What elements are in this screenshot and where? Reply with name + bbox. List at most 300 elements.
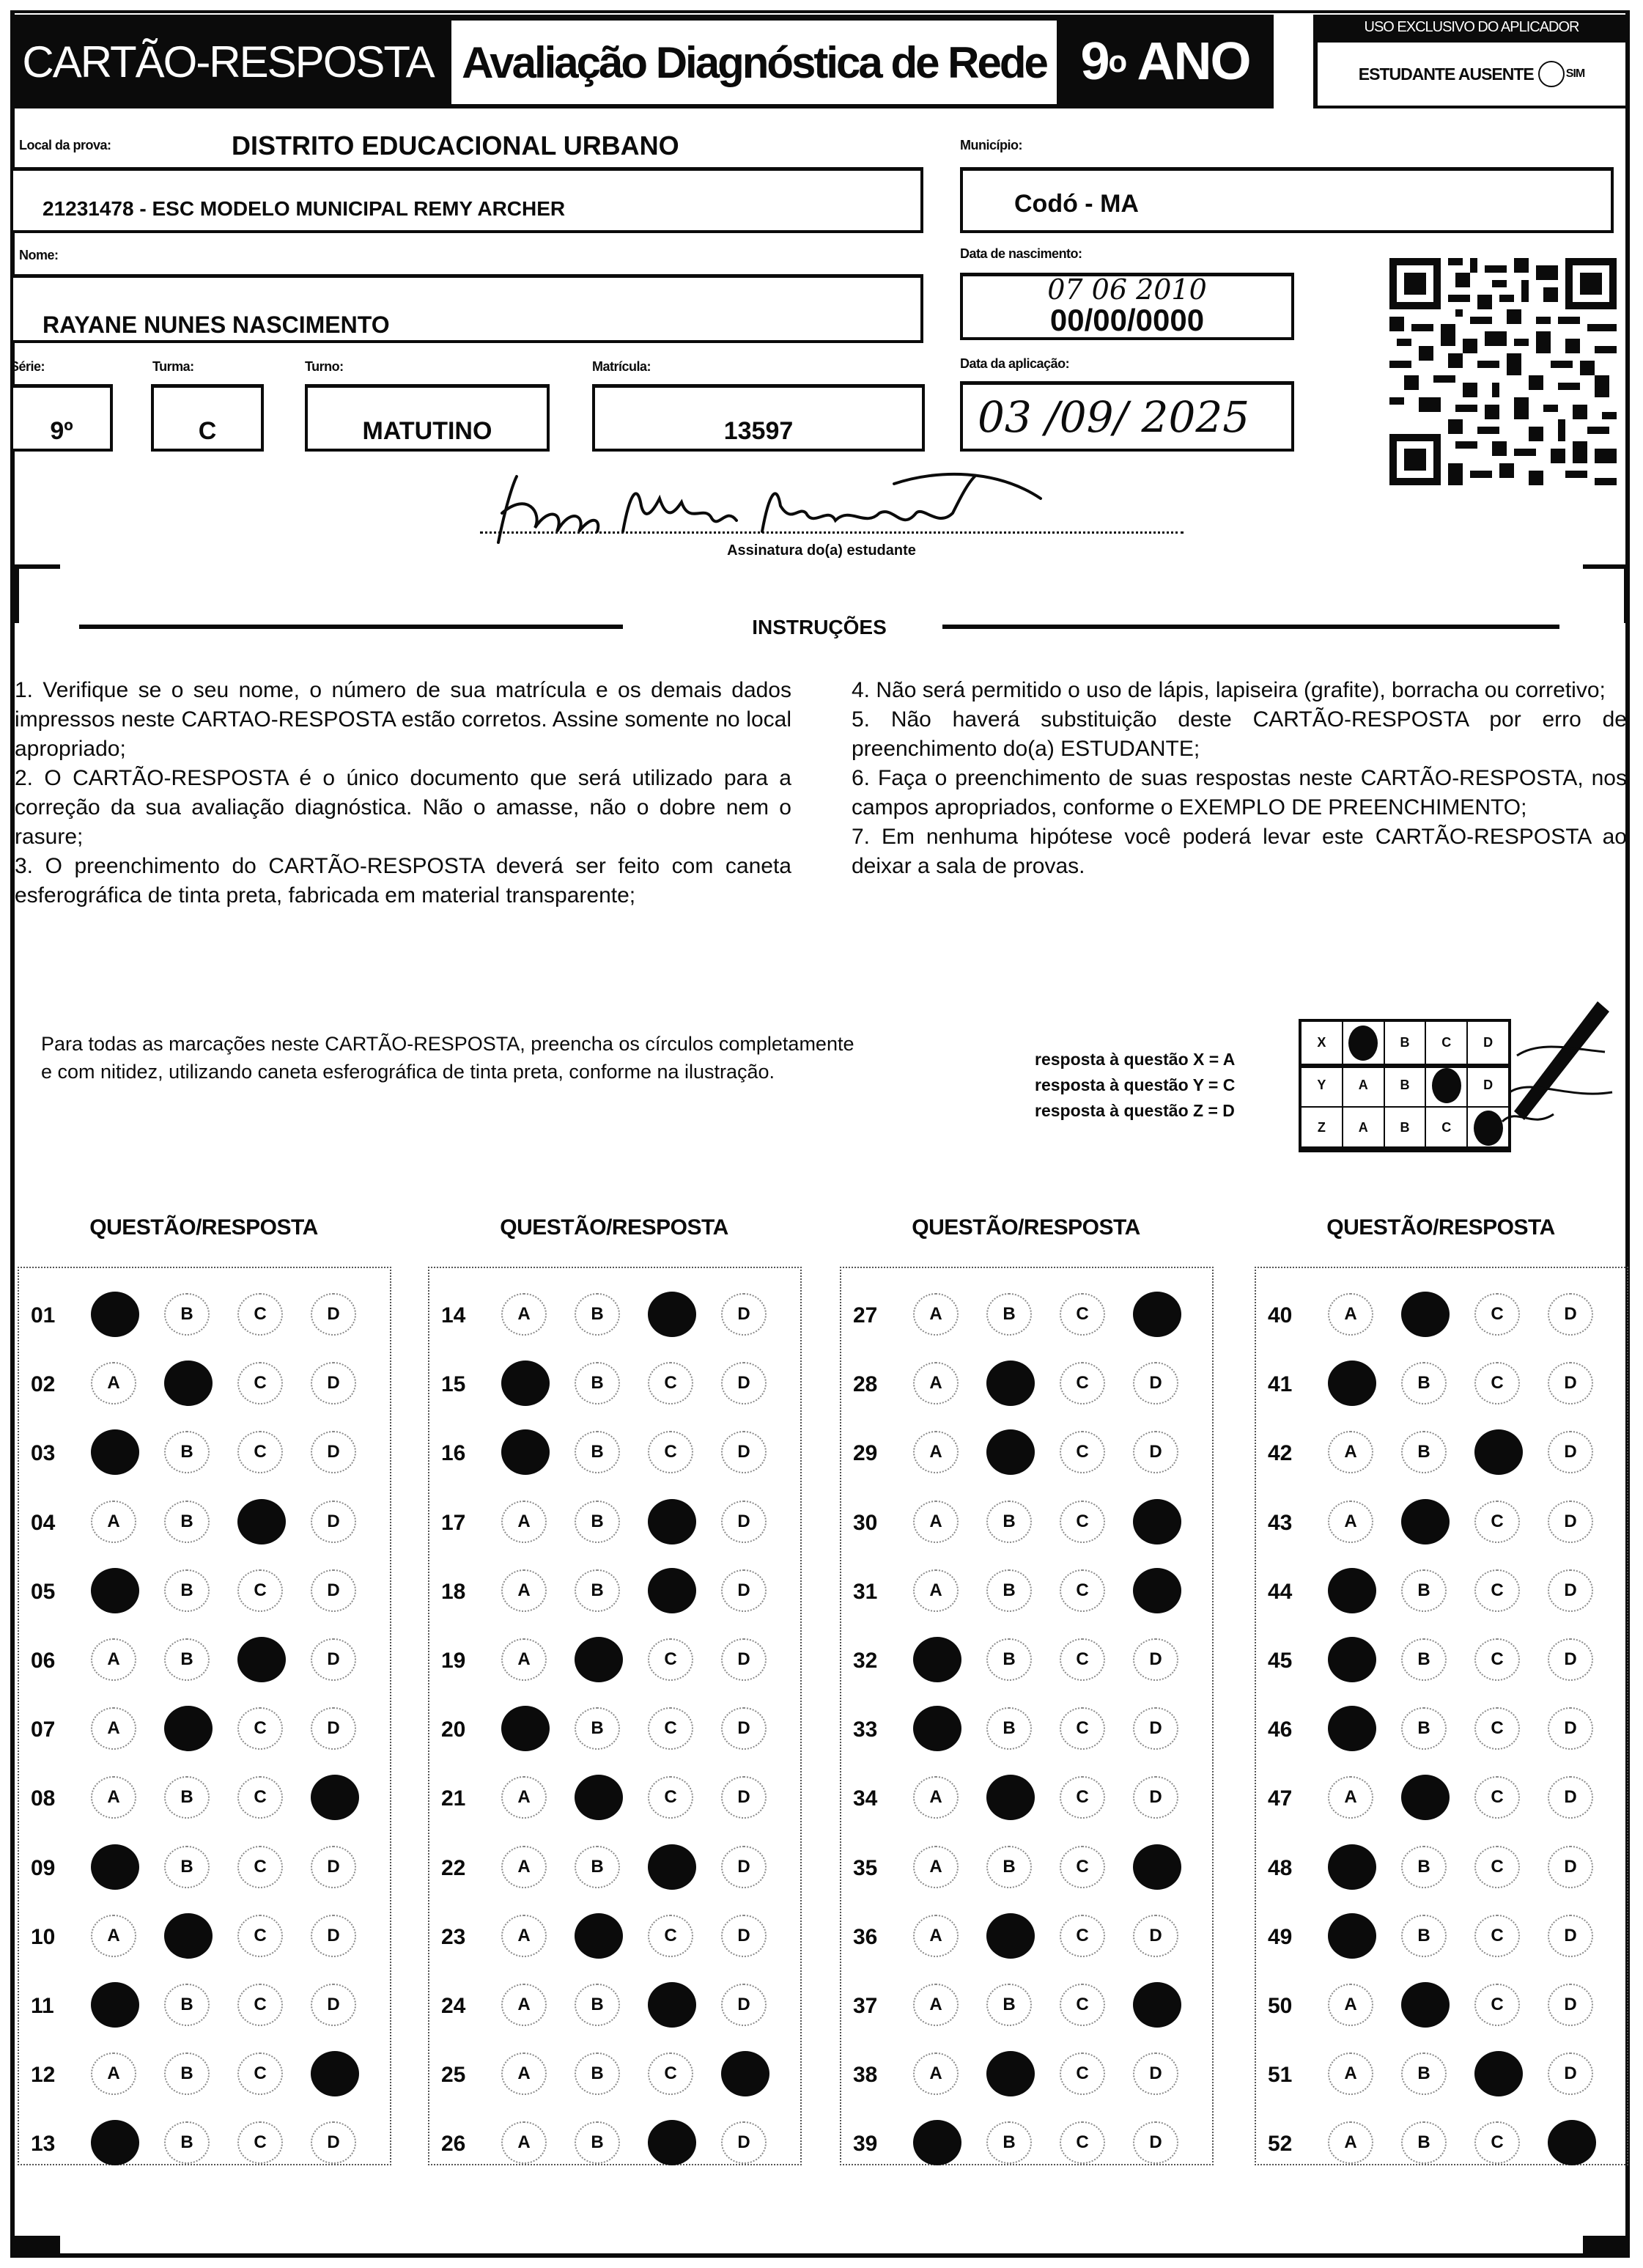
answer-bubble[interactable]: D <box>311 1431 356 1473</box>
answer-bubble[interactable]: B <box>164 1846 210 1888</box>
question-row <box>1256 1912 1627 1963</box>
answer-bubble[interactable]: A <box>913 2052 959 2095</box>
answer-bubble[interactable]: A <box>91 1501 136 1543</box>
answer-bubble[interactable]: B <box>986 1569 1032 1612</box>
answer-bubble[interactable]: B <box>1401 2052 1447 2095</box>
answer-bubble[interactable]: B <box>986 1846 1032 1888</box>
answer-bubble[interactable]: C <box>1060 2121 1105 2164</box>
answer-bubble[interactable]: C <box>1060 1776 1105 1819</box>
answer-bubble-filled[interactable] <box>1328 1844 1376 1890</box>
question-row <box>429 1428 800 1479</box>
answer-bubble[interactable]: D <box>1133 2052 1178 2095</box>
answer-bubble[interactable]: A <box>91 1776 136 1819</box>
example-grid <box>1299 1019 1511 1152</box>
answer-bubble[interactable]: D <box>311 1362 356 1404</box>
example-line: resposta à questão Z = D <box>1035 1101 1235 1120</box>
question-number: 33 <box>853 1717 878 1742</box>
answer-bubble-filled[interactable] <box>1474 2051 1523 2096</box>
answer-bubble-filled[interactable] <box>575 1913 623 1959</box>
answer-bubble[interactable]: C <box>1060 1707 1105 1750</box>
answer-bubble-filled[interactable] <box>91 1982 139 2028</box>
question-row <box>429 1290 800 1341</box>
question-number: 15 <box>441 1372 466 1397</box>
column-header: QUESTÃO/RESPOSTA <box>912 1215 1140 1240</box>
question-number: 21 <box>441 1786 466 1811</box>
answer-bubble[interactable]: B <box>986 1707 1032 1750</box>
answer-bubble-filled[interactable] <box>648 2120 696 2165</box>
answer-bubble[interactable]: C <box>1474 1846 1520 1888</box>
question-row <box>19 1981 390 2032</box>
name-field <box>10 274 923 343</box>
answer-bubble-filled[interactable] <box>1328 1361 1376 1406</box>
answer-bubble[interactable]: C <box>648 1638 693 1681</box>
school: 21231478 - ESC MODELO MUNICIPAL REMY ARCHER <box>43 197 566 220</box>
answer-bubble[interactable]: C <box>1474 1776 1520 1819</box>
answer-bubble-filled[interactable] <box>91 1568 139 1613</box>
answer-bubble[interactable]: D <box>311 1846 356 1888</box>
question-number: 49 <box>1268 1924 1293 1949</box>
answer-bubble-filled[interactable] <box>1401 1982 1450 2028</box>
answer-bubble[interactable]: C <box>648 1776 693 1819</box>
question-row <box>841 1566 1212 1618</box>
answer-bubble-filled[interactable] <box>986 2051 1035 2096</box>
answer-bubble-filled[interactable] <box>1474 1429 1523 1475</box>
answer-bubble[interactable]: A <box>91 1915 136 1957</box>
answer-bubble[interactable]: D <box>311 1293 356 1336</box>
answer-bubble[interactable]: A <box>501 1776 547 1819</box>
answer-bubble[interactable]: C <box>1474 1293 1520 1336</box>
municipality: Codó - MA <box>1014 190 1139 218</box>
answer-bubble[interactable]: C <box>237 1569 283 1612</box>
answer-bubble[interactable]: C <box>237 1293 283 1336</box>
answer-bubble[interactable]: B <box>575 1293 620 1336</box>
absent-option: SIM <box>1565 67 1585 80</box>
answer-bubble-filled[interactable] <box>1133 1499 1181 1544</box>
answer-bubble[interactable]: C <box>1474 1707 1520 1750</box>
answer-bubble[interactable]: B <box>986 1984 1032 2026</box>
answer-bubble-filled[interactable] <box>986 1913 1035 1959</box>
answer-bubble-filled[interactable] <box>1133 1292 1181 1337</box>
answer-bubble-filled[interactable] <box>913 1637 961 1682</box>
answer-bubble[interactable]: A <box>1328 1984 1373 2026</box>
series-field <box>10 384 113 452</box>
answer-bubble[interactable]: B <box>1401 1569 1447 1612</box>
answer-bubble[interactable]: D <box>1548 1638 1593 1681</box>
answer-bubble[interactable]: D <box>721 1846 767 1888</box>
answer-bubble[interactable]: C <box>237 1362 283 1404</box>
enrollment-label: Matrícula: <box>592 359 651 374</box>
question-row <box>1256 1566 1627 1618</box>
answer-column <box>1255 1267 1628 2165</box>
question-number: 44 <box>1268 1579 1293 1604</box>
fill-instructions: Para todas as marcações neste CARTÃO-RESPOSTA, preencha os círculos completamente e com nitidez, utilizando caneta esferográfica de tinta preta, conforme na ilustração. <box>41 1033 854 1083</box>
answer-bubble[interactable]: B <box>575 1362 620 1404</box>
name-label: Nome: <box>19 248 59 262</box>
answer-bubble-filled[interactable] <box>164 1361 213 1406</box>
answer-bubble[interactable]: D <box>1548 1431 1593 1473</box>
birth-printed: 00/00/0000 <box>1049 303 1205 337</box>
answer-bubble[interactable]: B <box>1401 1362 1447 1404</box>
answer-bubble-filled[interactable] <box>1328 1568 1376 1613</box>
class: C <box>198 417 217 445</box>
answer-bubble[interactable]: C <box>1474 1569 1520 1612</box>
answer-bubble-filled[interactable] <box>986 1429 1035 1475</box>
question-row <box>1256 1773 1627 1825</box>
question-number: 29 <box>853 1441 878 1466</box>
answer-bubble[interactable]: D <box>311 1501 356 1543</box>
absent-bubble[interactable] <box>1538 61 1565 87</box>
answer-bubble-filled[interactable] <box>1548 2120 1596 2165</box>
question-row <box>429 1566 800 1618</box>
question-number: 17 <box>441 1510 466 1535</box>
answer-bubble[interactable]: B <box>164 1569 210 1612</box>
answer-bubble[interactable]: B <box>575 1984 620 2026</box>
answer-bubble[interactable]: B <box>164 1776 210 1819</box>
answer-bubble[interactable]: A <box>1328 1293 1373 1336</box>
answer-bubble-filled[interactable] <box>1401 1775 1450 1820</box>
question-row <box>1256 1635 1627 1687</box>
answer-bubble-filled[interactable] <box>311 2051 359 2096</box>
answer-bubble[interactable]: D <box>1548 1846 1593 1888</box>
question-number: 16 <box>441 1441 466 1466</box>
instructions-header <box>79 610 1559 648</box>
answer-bubble-filled[interactable] <box>648 1982 696 2028</box>
answer-bubble[interactable]: A <box>913 1984 959 2026</box>
answer-bubble[interactable]: A <box>1328 2121 1373 2164</box>
answer-bubble[interactable]: D <box>311 1638 356 1681</box>
answer-bubble[interactable]: C <box>1060 1915 1105 1957</box>
answer-bubble[interactable]: D <box>1133 1362 1178 1404</box>
answer-bubble-filled[interactable] <box>648 1568 696 1613</box>
answer-bubble-filled[interactable] <box>91 1292 139 1337</box>
exam-location-label: Local da prova: <box>19 138 111 152</box>
applicator-title: USO EXCLUSIVO DO APLICADOR <box>1364 19 1579 35</box>
corner-mark-tr <box>1583 564 1628 569</box>
answer-bubble-filled[interactable] <box>164 1913 213 1959</box>
answer-bubble-filled[interactable] <box>91 1429 139 1475</box>
answer-bubble[interactable]: C <box>648 1707 693 1750</box>
application-date-field <box>960 381 1294 452</box>
question-row <box>1256 1843 1627 1894</box>
question-row <box>841 1912 1212 1963</box>
answer-bubble[interactable]: C <box>237 2121 283 2164</box>
answer-bubble-filled[interactable] <box>501 1429 550 1475</box>
example-legend <box>1035 1047 1235 1124</box>
answer-bubble[interactable]: B <box>164 1501 210 1543</box>
answer-bubble[interactable]: B <box>986 2121 1032 2164</box>
question-row <box>841 1635 1212 1687</box>
header-band <box>15 15 1630 108</box>
series: 9º <box>50 417 73 445</box>
answer-bubble[interactable]: B <box>575 1846 620 1888</box>
question-number: 35 <box>853 1855 878 1880</box>
question-row <box>429 1912 800 1963</box>
answer-bubble[interactable]: B <box>986 1293 1032 1336</box>
instruction-item: 7. Em nenhuma hipótese você poderá levar este CARTÃO-RESPOSTA ao deixar a sala de provas. <box>852 825 1627 878</box>
answer-bubble-filled[interactable] <box>721 2051 769 2096</box>
answer-bubble[interactable]: B <box>575 1501 620 1543</box>
answer-bubble[interactable]: D <box>1548 1293 1593 1336</box>
answer-bubble[interactable]: A <box>501 1984 547 2026</box>
question-number: 47 <box>1268 1786 1293 1811</box>
answer-bubble[interactable]: C <box>237 1776 283 1819</box>
question-row <box>841 2050 1212 2101</box>
grade-number: 9 <box>1080 32 1109 91</box>
answer-bubble[interactable]: A <box>91 2052 136 2095</box>
answer-bubble[interactable]: D <box>311 1569 356 1612</box>
signature-line <box>480 531 1184 534</box>
answer-bubble-filled[interactable] <box>237 1637 286 1682</box>
answer-bubble[interactable]: D <box>1548 1984 1593 2026</box>
question-row <box>1256 1981 1627 2032</box>
answer-bubble[interactable]: A <box>913 1362 959 1404</box>
question-row <box>841 1359 1212 1410</box>
answer-bubble[interactable]: A <box>1328 1431 1373 1473</box>
answer-bubble[interactable]: A <box>913 1293 959 1336</box>
question-number: 23 <box>441 1924 466 1949</box>
answer-bubble-filled[interactable] <box>986 1775 1035 1820</box>
answer-bubble[interactable]: C <box>1474 1984 1520 2026</box>
answer-bubble[interactable]: D <box>1548 2052 1593 2095</box>
answer-bubble[interactable]: D <box>311 1707 356 1750</box>
answer-bubble-filled[interactable] <box>986 1361 1035 1406</box>
question-row <box>19 1290 390 1341</box>
question-row <box>19 1428 390 1479</box>
answer-bubble[interactable]: D <box>1133 1776 1178 1819</box>
answer-bubble[interactable]: C <box>648 1915 693 1957</box>
grade-ordinal: o <box>1108 44 1126 78</box>
answer-bubble-filled[interactable] <box>164 1706 213 1751</box>
answer-bubble[interactable]: D <box>1133 1915 1178 1957</box>
answer-bubble[interactable]: D <box>721 1501 767 1543</box>
answer-bubble[interactable]: C <box>237 1915 283 1957</box>
question-row <box>1256 2118 1627 2170</box>
assessment-title-box <box>441 15 1057 108</box>
question-number: 39 <box>853 2132 878 2157</box>
card-title: CARTÃO-RESPOSTA <box>15 15 441 108</box>
answer-bubble-filled[interactable] <box>501 1706 550 1751</box>
answer-bubble[interactable]: C <box>237 2052 283 2095</box>
answer-bubble-filled[interactable] <box>1401 1499 1450 1544</box>
answer-bubble[interactable]: B <box>986 1501 1032 1543</box>
example-filled-bubble <box>1426 1064 1468 1106</box>
answer-bubble[interactable]: C <box>1474 1362 1520 1404</box>
answer-bubble[interactable]: A <box>1328 2052 1373 2095</box>
question-row <box>841 1773 1212 1825</box>
answer-bubble-filled[interactable] <box>91 1844 139 1890</box>
example-option: B <box>1385 1064 1427 1106</box>
answer-bubble-filled[interactable] <box>575 1775 623 1820</box>
answer-bubble[interactable]: D <box>721 1915 767 1957</box>
answer-bubble[interactable]: C <box>1474 1501 1520 1543</box>
answer-bubble[interactable]: C <box>237 1431 283 1473</box>
answer-bubble-filled[interactable] <box>1328 1637 1376 1682</box>
answer-bubble[interactable]: A <box>501 1846 547 1888</box>
question-number: 19 <box>441 1649 466 1673</box>
example-row <box>1302 1064 1508 1108</box>
answer-bubble-filled[interactable] <box>1133 1982 1181 2028</box>
answer-bubble[interactable]: A <box>913 1431 959 1473</box>
answer-bubble[interactable]: D <box>721 1431 767 1473</box>
answer-bubble[interactable]: C <box>1060 1569 1105 1612</box>
answer-bubble[interactable]: D <box>1548 1776 1593 1819</box>
answer-bubble-filled[interactable] <box>648 1499 696 1544</box>
answer-bubble[interactable]: B <box>986 1638 1032 1681</box>
answer-bubble[interactable]: A <box>501 1638 547 1681</box>
answer-bubble[interactable]: D <box>1548 1569 1593 1612</box>
answer-bubble[interactable]: B <box>575 1569 620 1612</box>
question-number: 10 <box>31 1924 56 1949</box>
question-number: 45 <box>1268 1649 1293 1673</box>
answer-bubble-filled[interactable] <box>501 1361 550 1406</box>
answer-bubble[interactable]: D <box>1548 1501 1593 1543</box>
answer-bubble-filled[interactable] <box>1133 1568 1181 1613</box>
answer-bubble[interactable]: A <box>91 1707 136 1750</box>
answer-bubble-filled[interactable] <box>237 1499 286 1544</box>
question-row <box>841 1704 1212 1756</box>
question-number: 25 <box>441 2063 466 2088</box>
instruction-item: 3. O preenchimento do CARTÃO-RESPOSTA deverá ser feito com caneta esferográfica de tinta preta, fabricada em material transparente; <box>15 854 791 907</box>
answer-bubble[interactable]: B <box>164 2121 210 2164</box>
question-number: 43 <box>1268 1510 1293 1535</box>
answer-bubble[interactable]: B <box>1401 1915 1447 1957</box>
answer-bubble[interactable]: D <box>1548 1915 1593 1957</box>
answer-bubble[interactable]: A <box>91 1638 136 1681</box>
answer-column <box>18 1267 391 2165</box>
answer-bubble[interactable]: D <box>721 1984 767 2026</box>
answer-bubble[interactable]: C <box>237 1984 283 2026</box>
answer-bubble-filled[interactable] <box>1133 1844 1181 1890</box>
answer-bubble[interactable]: B <box>1401 1638 1447 1681</box>
answer-bubble[interactable]: A <box>913 1915 959 1957</box>
question-number: 40 <box>1268 1303 1293 1328</box>
answer-bubble[interactable]: C <box>1060 1362 1105 1404</box>
question-row <box>429 1704 800 1756</box>
answer-bubble[interactable]: B <box>164 2052 210 2095</box>
answer-bubble[interactable]: D <box>1133 1707 1178 1750</box>
answer-bubble[interactable]: B <box>164 1431 210 1473</box>
answer-bubble[interactable]: A <box>501 1501 547 1543</box>
answer-bubble[interactable]: D <box>721 1362 767 1404</box>
answer-bubble[interactable]: C <box>1474 2121 1520 2164</box>
question-number: 02 <box>31 1372 56 1397</box>
answer-bubble[interactable]: C <box>237 1707 283 1750</box>
answer-bubble[interactable]: B <box>575 2121 620 2164</box>
answer-bubble[interactable]: D <box>1133 2121 1178 2164</box>
example-row <box>1302 1022 1508 1068</box>
answer-bubble[interactable]: D <box>311 1915 356 1957</box>
answer-bubble[interactable]: A <box>501 2052 547 2095</box>
answer-bubble[interactable]: D <box>1133 1431 1178 1473</box>
answer-bubble[interactable]: B <box>575 1707 620 1750</box>
answer-bubble[interactable]: B <box>164 1638 210 1681</box>
pen-hand-icon <box>1488 997 1620 1144</box>
answer-bubble-filled[interactable] <box>913 1706 961 1751</box>
answer-bubble[interactable]: C <box>1060 2052 1105 2095</box>
answer-bubble-filled[interactable] <box>1328 1706 1376 1751</box>
question-row <box>429 1359 800 1410</box>
answer-bubble[interactable]: B <box>575 2052 620 2095</box>
answer-bubble-filled[interactable] <box>648 1292 696 1337</box>
answer-bubble[interactable]: C <box>648 2052 693 2095</box>
answer-bubble-filled[interactable] <box>311 1775 359 1820</box>
answer-bubble-filled[interactable] <box>913 2120 961 2165</box>
answer-bubble[interactable]: D <box>1548 1707 1593 1750</box>
answer-bubble[interactable]: A <box>913 1501 959 1543</box>
answer-bubble[interactable]: C <box>1060 1501 1105 1543</box>
enrollment-field <box>592 384 925 452</box>
answer-bubble[interactable]: D <box>721 1707 767 1750</box>
answer-bubble[interactable]: D <box>721 1638 767 1681</box>
answer-bubble[interactable]: A <box>501 2121 547 2164</box>
answer-bubble[interactable]: C <box>1474 1638 1520 1681</box>
question-row <box>429 1981 800 2032</box>
school-field <box>10 167 923 233</box>
application-date: 03 /09/ 2025 <box>978 392 1250 442</box>
answer-bubble[interactable]: A <box>913 1569 959 1612</box>
answer-bubble[interactable]: A <box>913 1776 959 1819</box>
answer-bubble-filled[interactable] <box>91 2120 139 2165</box>
answer-bubble[interactable]: B <box>164 1293 210 1336</box>
answer-bubble[interactable]: D <box>1133 1638 1178 1681</box>
answer-bubble[interactable]: D <box>1548 1362 1593 1404</box>
question-row <box>19 1566 390 1618</box>
answer-bubble[interactable]: C <box>1060 1431 1105 1473</box>
answer-bubble[interactable]: B <box>1401 1707 1447 1750</box>
answer-bubble[interactable]: A <box>501 1293 547 1336</box>
answer-bubble-filled[interactable] <box>1328 1913 1376 1959</box>
answer-bubble[interactable]: B <box>1401 1846 1447 1888</box>
answer-bubble[interactable]: C <box>1060 1293 1105 1336</box>
answer-bubble[interactable]: B <box>164 1984 210 2026</box>
answer-bubble[interactable]: C <box>1060 1638 1105 1681</box>
answer-bubble[interactable]: A <box>1328 1776 1373 1819</box>
answer-bubble[interactable]: D <box>311 2121 356 2164</box>
answer-bubble-filled[interactable] <box>648 1844 696 1890</box>
answer-bubble[interactable]: C <box>648 1362 693 1404</box>
answer-bubble[interactable]: A <box>91 1362 136 1404</box>
answer-bubble-filled[interactable] <box>575 1637 623 1682</box>
birth-handwritten: 07 06 2010 <box>1047 273 1207 306</box>
answer-bubble[interactable]: C <box>648 1431 693 1473</box>
answer-bubble[interactable]: D <box>721 1776 767 1819</box>
answer-bubble[interactable]: B <box>1401 1431 1447 1473</box>
answer-bubble[interactable]: D <box>721 1293 767 1336</box>
answer-bubble[interactable]: A <box>501 1915 547 1957</box>
answer-bubble[interactable]: D <box>721 1569 767 1612</box>
applicator-box <box>1313 15 1630 108</box>
answer-bubble[interactable]: C <box>1060 1846 1105 1888</box>
answer-bubble[interactable]: C <box>1474 1915 1520 1957</box>
answer-bubble-filled[interactable] <box>1401 1292 1450 1337</box>
answer-bubble[interactable]: D <box>311 1984 356 2026</box>
birth-field <box>960 273 1294 340</box>
column-header: QUESTÃO/RESPOSTA <box>89 1215 318 1240</box>
shift-label: Turno: <box>305 359 344 374</box>
answer-bubble[interactable]: B <box>575 1431 620 1473</box>
instructions-right <box>852 676 1627 881</box>
question-row <box>841 2118 1212 2170</box>
answer-bubble[interactable]: C <box>1060 1984 1105 2026</box>
answer-bubble[interactable]: C <box>237 1846 283 1888</box>
question-number: 13 <box>31 2132 56 2157</box>
answer-bubble[interactable]: A <box>913 1846 959 1888</box>
answer-bubble[interactable]: D <box>721 2121 767 2164</box>
answer-bubble[interactable]: A <box>1328 1501 1373 1543</box>
answer-bubble[interactable]: B <box>1401 2121 1447 2164</box>
instruction-item: 4. Não será permitido o uso de lápis, lapiseira (grafite), borracha ou corretivo; <box>852 678 1606 702</box>
answer-bubble[interactable]: A <box>501 1569 547 1612</box>
